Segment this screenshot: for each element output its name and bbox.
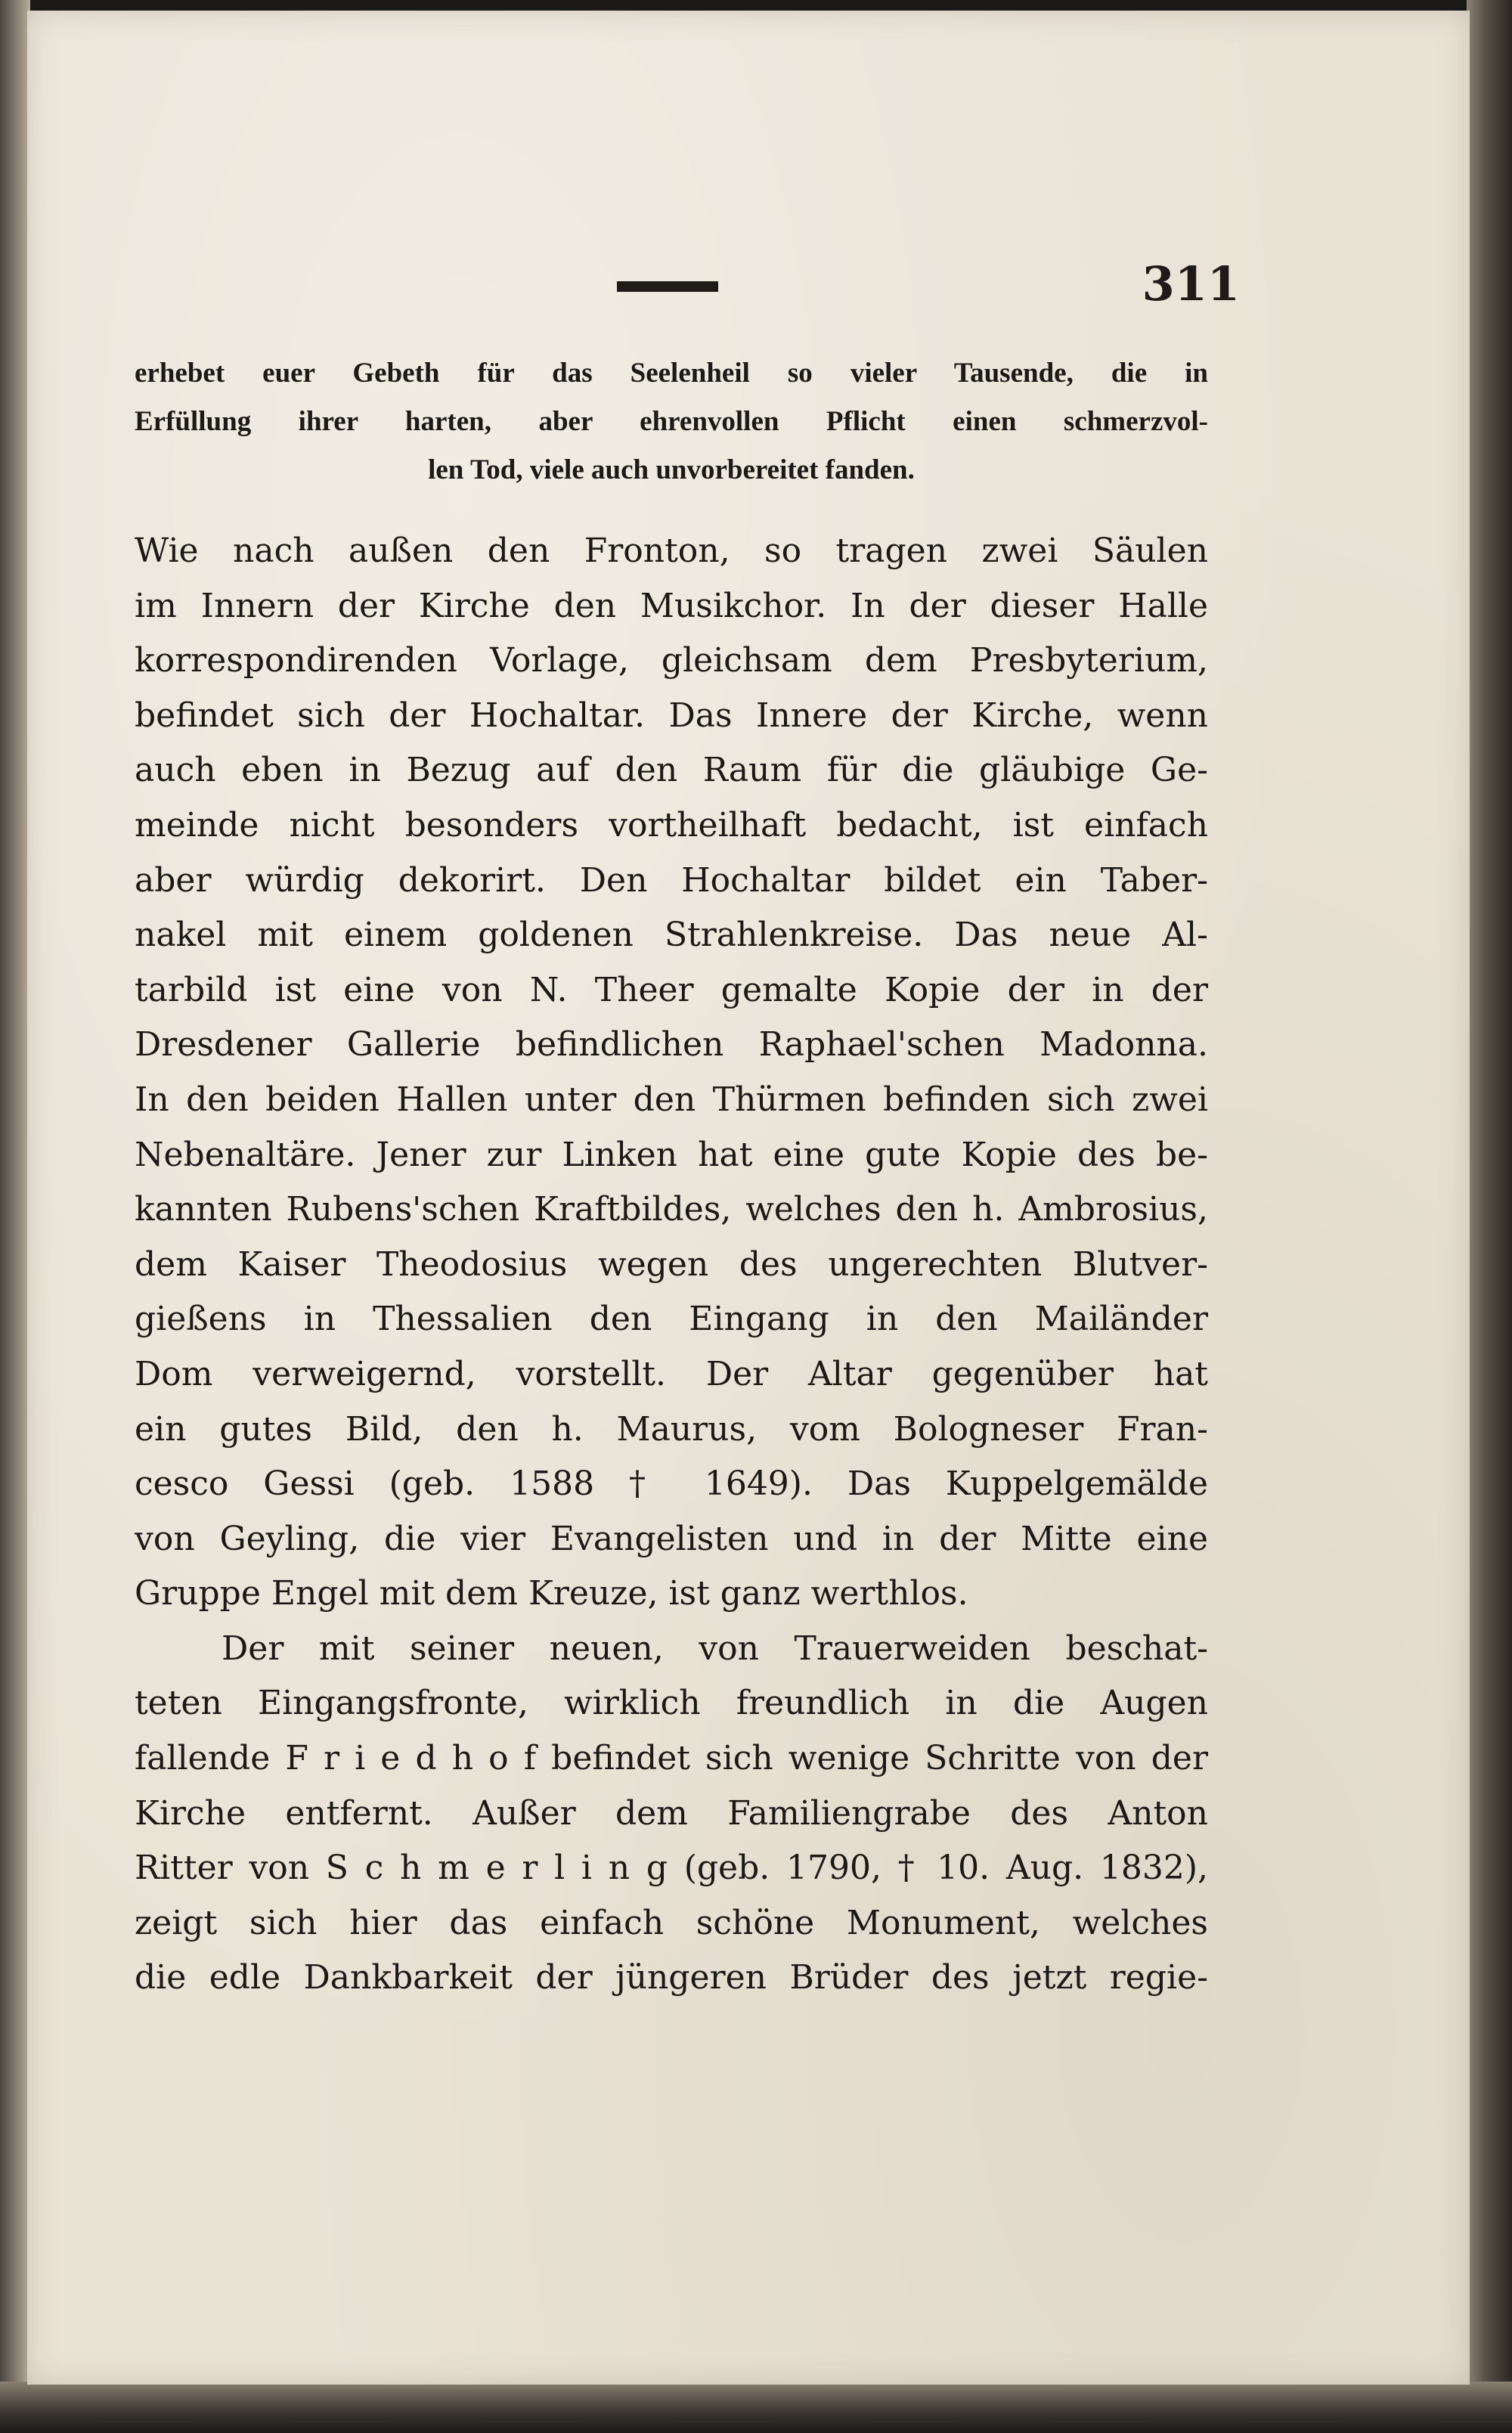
text-line: dem Kaiser Theodosius wegen des ungerechten Blutver- <box>135 1244 1208 1284</box>
text-line: Dom verweigernd, vorstellt. Der Altar gegenüber hat <box>135 1354 1208 1393</box>
page-right-edge <box>1467 0 1512 2433</box>
text-line: zeigt sich hier das einfach schöne Monument, welches <box>135 1903 1208 1942</box>
text-line: Wie nach außen den Fronton, so tragen zwei Säulen <box>135 532 1208 570</box>
body-text <box>135 524 1208 2006</box>
text-line: kannten Rubens'schen Kraftbildes, welches den h. Ambrosius, <box>135 1190 1208 1229</box>
text-line: meinde nicht besonders vortheilhaft bedacht, ist einfach <box>135 805 1208 845</box>
inscription-line: erhebet euer Gebeth für das Seelenheil so vieler Tausende, die in <box>135 358 1208 389</box>
text-line: auch eben in Bezug auf den Raum für die gläubige Ge- <box>135 751 1208 790</box>
text-line: gießens in Thessalien den Eingang in den Mailänder <box>135 1300 1208 1339</box>
text-line: im Innern der Kirche den Musikchor. In der dieser Halle <box>135 586 1208 625</box>
text-line: Dresdener Gallerie befindlichen Raphael'schen Madonna. <box>135 1025 1208 1065</box>
text-line: Der mit seiner neuen, von Trauerweiden beschat- <box>222 1629 1208 1668</box>
page-number: 311 <box>1142 256 1240 311</box>
text-line: die edle Dankbarkeit der jüngeren Brüder des jetzt regie- <box>135 1958 1208 1998</box>
text-line: tarbild ist eine von N. Theer gemalte Kopie der in der <box>135 970 1208 1009</box>
text-line: Gruppe Engel mit dem Kreuze, ist ganz werthlos. <box>135 1574 968 1613</box>
text-line: Kirche entfernt. Außer dem Familiengrabe des Anton <box>135 1793 1208 1833</box>
text-line: Ritter von S c h m e r l i n g (geb. 1790, † 10. Aug. 1832), <box>135 1849 1208 1888</box>
text-line: ein gutes Bild, den h. Maurus, vom Bologneser Fran- <box>135 1409 1208 1449</box>
inscription-line: len Tod, viele auch unvorbereitet fanden. <box>428 454 915 485</box>
page-bottom-edge <box>0 2382 1512 2433</box>
book-spine-edge <box>0 0 30 2433</box>
text-line: nakel mit einem goldenen Strahlenkreise. Das neue Al- <box>135 916 1208 955</box>
text-line: fallende F r i e d h o f befindet sich wenige Schritte von der <box>135 1739 1208 1778</box>
inscription-line: Erfüllung ihrer harten, aber ehrenvollen Pflicht einen schmerzvol- <box>135 406 1208 437</box>
header-rule <box>617 281 718 292</box>
inscription-block <box>135 349 1208 494</box>
text-line: teten Eingangsfronte, wirklich freundlich in die Augen <box>135 1684 1208 1723</box>
text-line: cesco Gessi (geb. 1588 † 1649). Das Kuppelgemälde <box>135 1464 1208 1504</box>
text-line: aber würdig dekorirt. Den Hochaltar bildet ein Taber- <box>135 860 1208 900</box>
text-line: von Geyling, die vier Evangelisten und in der Mitte eine <box>135 1519 1208 1558</box>
text-line: korrespondirenden Vorlage, gleichsam dem Presbyterium, <box>135 641 1208 680</box>
text-line: befindet sich der Hochaltar. Das Innere der Kirche, wenn <box>135 696 1208 735</box>
text-line: In den beiden Hallen unter den Thürmen befinden sich zwei <box>135 1080 1208 1119</box>
text-line: Nebenaltäre. Jener zur Linken hat eine gute Kopie des be- <box>135 1135 1208 1174</box>
